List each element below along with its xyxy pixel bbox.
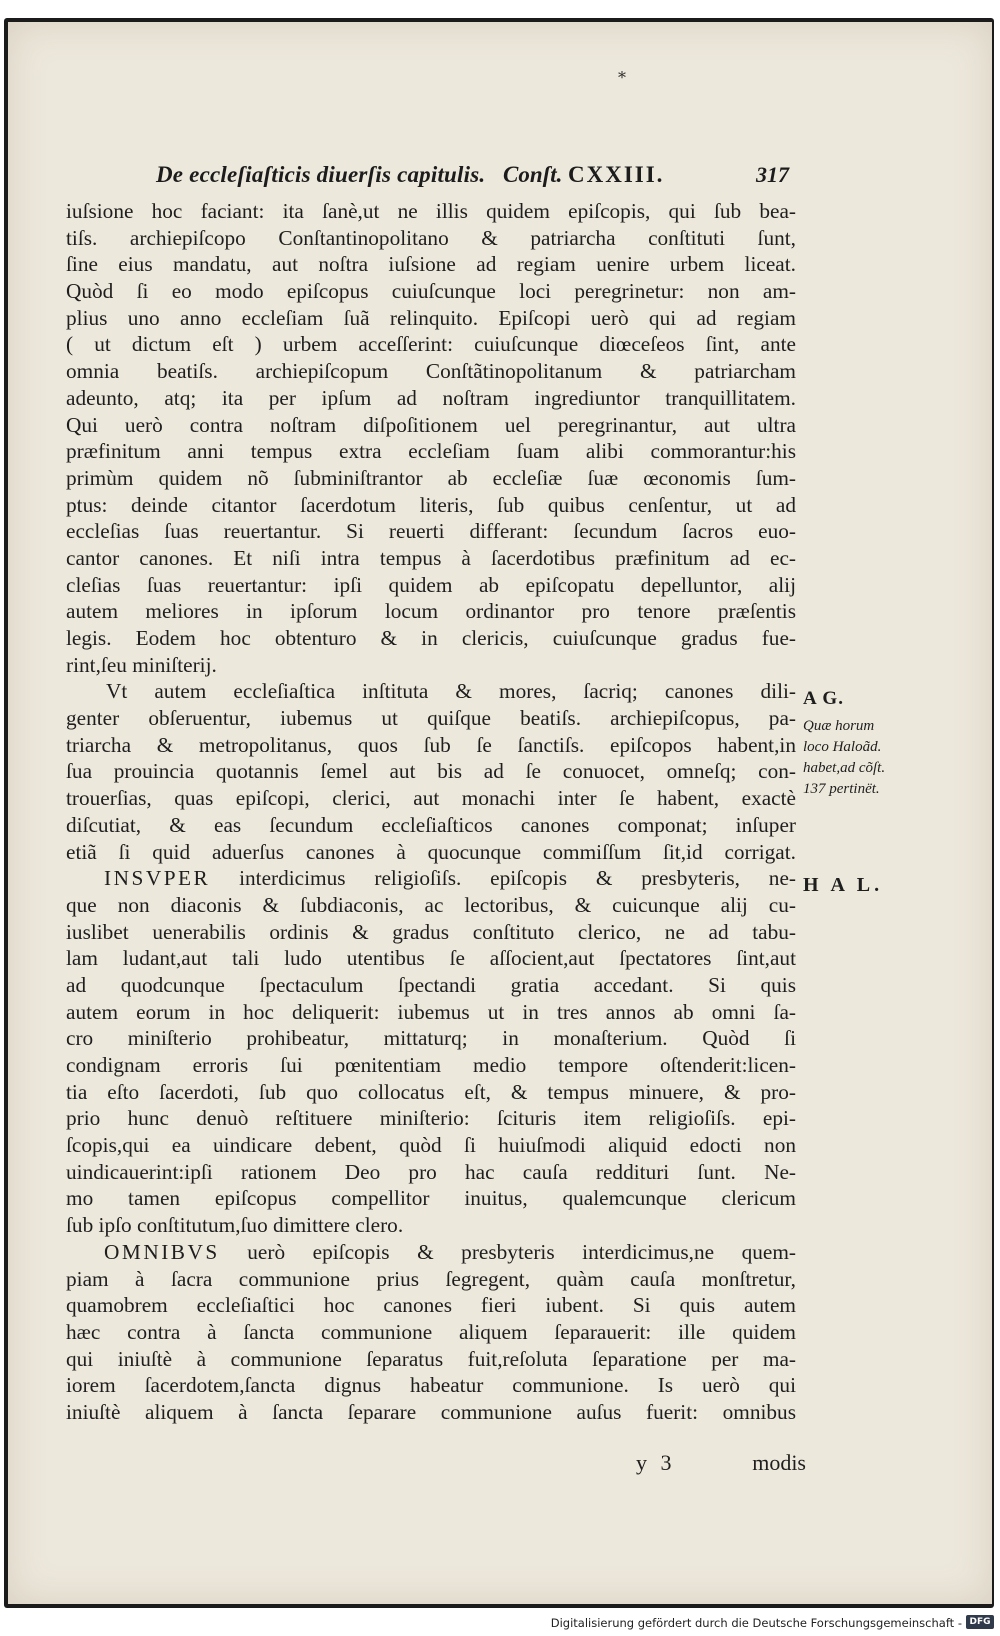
text-line: Vt autem eccleſiaſtica inſtituta & mores, ſacriq; canones dili- xyxy=(106,679,796,704)
dfg-logo-icon[interactable]: DFG xyxy=(966,1615,994,1629)
text-line: etiã ſi quid aduerſus canones à quocunque commiſſum ſit,id corrigat. xyxy=(66,839,796,864)
text-line: uindicauerint:ipſi rationem Deo pro hac cauſa reddituri ſunt. Ne- xyxy=(66,1159,796,1184)
text-line: ſcopis,qui ea uindicare debent, quòd ſi huiuſmodi aliquid edocti non xyxy=(66,1133,796,1158)
text-line-insuper xyxy=(66,865,796,892)
text-line: cro miniſterio prohibeatur, mittaturq; in monaſterium. Quòd ſi xyxy=(66,1026,796,1051)
text-line: triarcha & metropolitanus, quos ſub ſe ſanctiſs. epiſcopos habent,in xyxy=(66,732,796,757)
text-line: quamobrem eccleſiaſtici hoc canones fieri iubent. Si quis autem xyxy=(66,1293,796,1318)
text-line: tia eſto ſacerdoti, ſub quo collocatus eſt, & tempus minuere, & pro- xyxy=(66,1079,796,1104)
running-head-number: CXXIII. xyxy=(568,162,665,187)
text-line: primùm quidem nõ ſubminiſtrantor ab eccleſiæ ſuæ œconomis ſum- xyxy=(66,465,796,490)
margin-note-line: Quæ horum xyxy=(803,718,875,734)
running-head xyxy=(8,162,992,196)
margin-note-line: loco Haloãd. xyxy=(803,739,882,755)
catchword: modis xyxy=(752,1450,806,1475)
margin-note-line: 137 pertinët. xyxy=(803,781,880,797)
lead-word-insuper: INSVPER xyxy=(104,866,211,891)
folio-number: 317 xyxy=(756,162,789,187)
body-text xyxy=(66,198,796,1426)
text-line-rest: interdicimus religioſiſs. epiſcopis & presbyteris, ne- xyxy=(239,866,796,891)
text-line: ſine eius mandatu, aut noſtra iuſsione ad regiam uenire urbem liceat. xyxy=(66,252,796,277)
text-line: ( ut dictum eſt ) urbem acceſſerint: cuiuſcunque diœceſeos ſint, ante xyxy=(66,332,796,357)
text-line: rint,ſeu miniſterij. xyxy=(66,652,217,677)
text-line: ad quodcunque ſpectaculum ſpectandi gratia accedant. Si quis xyxy=(66,972,796,997)
text-line: cleſias ſuas reuertantur: ipſi quidem ab epiſcopatu depelluntor, alij xyxy=(66,572,796,597)
lead-word-omnibus: OMNIBVS xyxy=(104,1239,220,1264)
text-line: cantor canones. Et niſi intra tempus à ſacerdotibus præfinitum ad ec- xyxy=(66,545,796,570)
text-line: iniuſtè aliquem à ſancta ſeparare communione auſus fuerit: omnibus xyxy=(66,1399,796,1424)
running-head-title: De eccleſiaſticis diuerſis capitulis. xyxy=(156,162,486,187)
text-line-rest: uerò epiſcopis & presbyteris interdicimus,ne quem- xyxy=(247,1239,796,1264)
text-line: trouerſias, quas epiſcopi, clerici, aut monachi inter ſe habent, exactè xyxy=(66,786,796,811)
page-signature xyxy=(636,1450,806,1478)
text-line: omnia beatiſs. archiepiſcopum Conſtãtinopolitanum & patriarcham xyxy=(66,359,796,384)
margin-note-ag: A G. xyxy=(803,688,844,709)
digitization-footer xyxy=(0,1612,1000,1636)
text-line: iuſsione hoc faciant: ita ſanè,ut ne illis quidem epiſcopis, qui ſub bea- xyxy=(66,199,796,223)
text-line: genter obſeruentur, iubemus ut quiſque beatiſs. archiepiſcopus, pa- xyxy=(66,706,796,731)
text-line: piam à ſacra communione prius ſegregent, quàm cauſa monſtretur, xyxy=(66,1266,796,1291)
text-line: plius uno anno eccleſiam ſuã relinquito. Epiſcopi uerò qui ad regiam xyxy=(66,305,796,330)
text-line: adeunto, atq; ita per ipſum ad noſtram ingrediuntor tranquillitatem. xyxy=(66,385,796,410)
text-line: autem eorum in hoc deliquerit: iubemus ut in tres annos ab omni ſa- xyxy=(66,999,796,1024)
gutter-mark: * xyxy=(618,68,626,87)
running-head-const: Conſt. xyxy=(503,162,563,187)
text-line: prio hunc denuò reſtituere miniſterio: ſcituris item religioſiſs. epi- xyxy=(66,1106,796,1131)
text-line: præfinitum anni tempus extra eccleſiam ſuam alibi commorantur:his xyxy=(66,439,796,464)
text-line: tiſs. archiepiſcopo Conſtantinopolitano & patriarcha conſtituti ſunt, xyxy=(66,225,796,250)
text-line: mo tamen epiſcopus compellitor inuitus, qualemcunque clericum xyxy=(66,1186,796,1211)
footer-credit: Digitalisierung gefördert durch die Deutsche Forschungsgemeinschaft - xyxy=(550,1616,962,1630)
text-line: eccleſias ſuas reuertantur. Si reuerti differant: ſecundum ſacros euo- xyxy=(66,519,796,544)
text-line: Qui uerò contra noſtram diſpoſitionem uel peregrinantur, aut ultra xyxy=(66,412,796,437)
text-line: Quòd ſi eo modo epiſcopus cuiuſcunque loci peregrinetur: non am- xyxy=(66,279,796,304)
margin-note-hal: H A L. xyxy=(803,874,884,896)
margin-note-line: habet,ad cõſt. xyxy=(803,760,886,776)
text-line: hæc contra à ſancta communione aliquem ſeparauerit: ille quidem xyxy=(66,1319,796,1344)
text-line: autem meliores in ipſorum locum ordinantor pro tenore præſentis xyxy=(66,599,796,624)
book-page xyxy=(8,22,992,1604)
text-line: diſcutiat, & eas ſecundum eccleſiaſticos canones componat; inſuper xyxy=(66,812,796,837)
text-line: ſua prouincia quotannis ſemel aut bis ad ſe conuocet, omneſq; con- xyxy=(66,759,796,784)
text-line: ptus: deinde citantor ſacerdotum literis, ſub quibus cenſentur, ut ad xyxy=(66,492,796,517)
text-line: condignam erroris ſui pœnitentiam medio tempore oſtenderit:licen- xyxy=(66,1053,796,1077)
text-line: lam ludant,aut tali ludo utentibus ſe aſſocient,aut ſpectatores ſint,aut xyxy=(66,946,796,971)
text-line: qui iniuſtè à communione ſeparatus fuit,reſoluta ſeparatione per ma- xyxy=(66,1346,796,1371)
text-line: legis. Eodem hoc obtenturo & in clericis, cuiuſcunque gradus fue- xyxy=(66,626,796,650)
text-line: iorem ſacerdotem,ſancta dignus habeatur communione. Is uerò qui xyxy=(66,1373,796,1398)
text-line: que non diaconis & ſubdiaconis, ac lectoribus, & cuicunque alij cu- xyxy=(66,892,796,917)
signature-mark: y 3 xyxy=(636,1450,676,1475)
text-line: ſub ipſo conſtitutum,ſuo dimittere clero. xyxy=(66,1213,404,1238)
text-line-omnibus xyxy=(66,1239,796,1266)
margin-note-text xyxy=(803,716,913,800)
text-line: iuslibet uenerabilis ordinis & gradus conſtituto clerico, ne ad tabu- xyxy=(66,919,796,944)
